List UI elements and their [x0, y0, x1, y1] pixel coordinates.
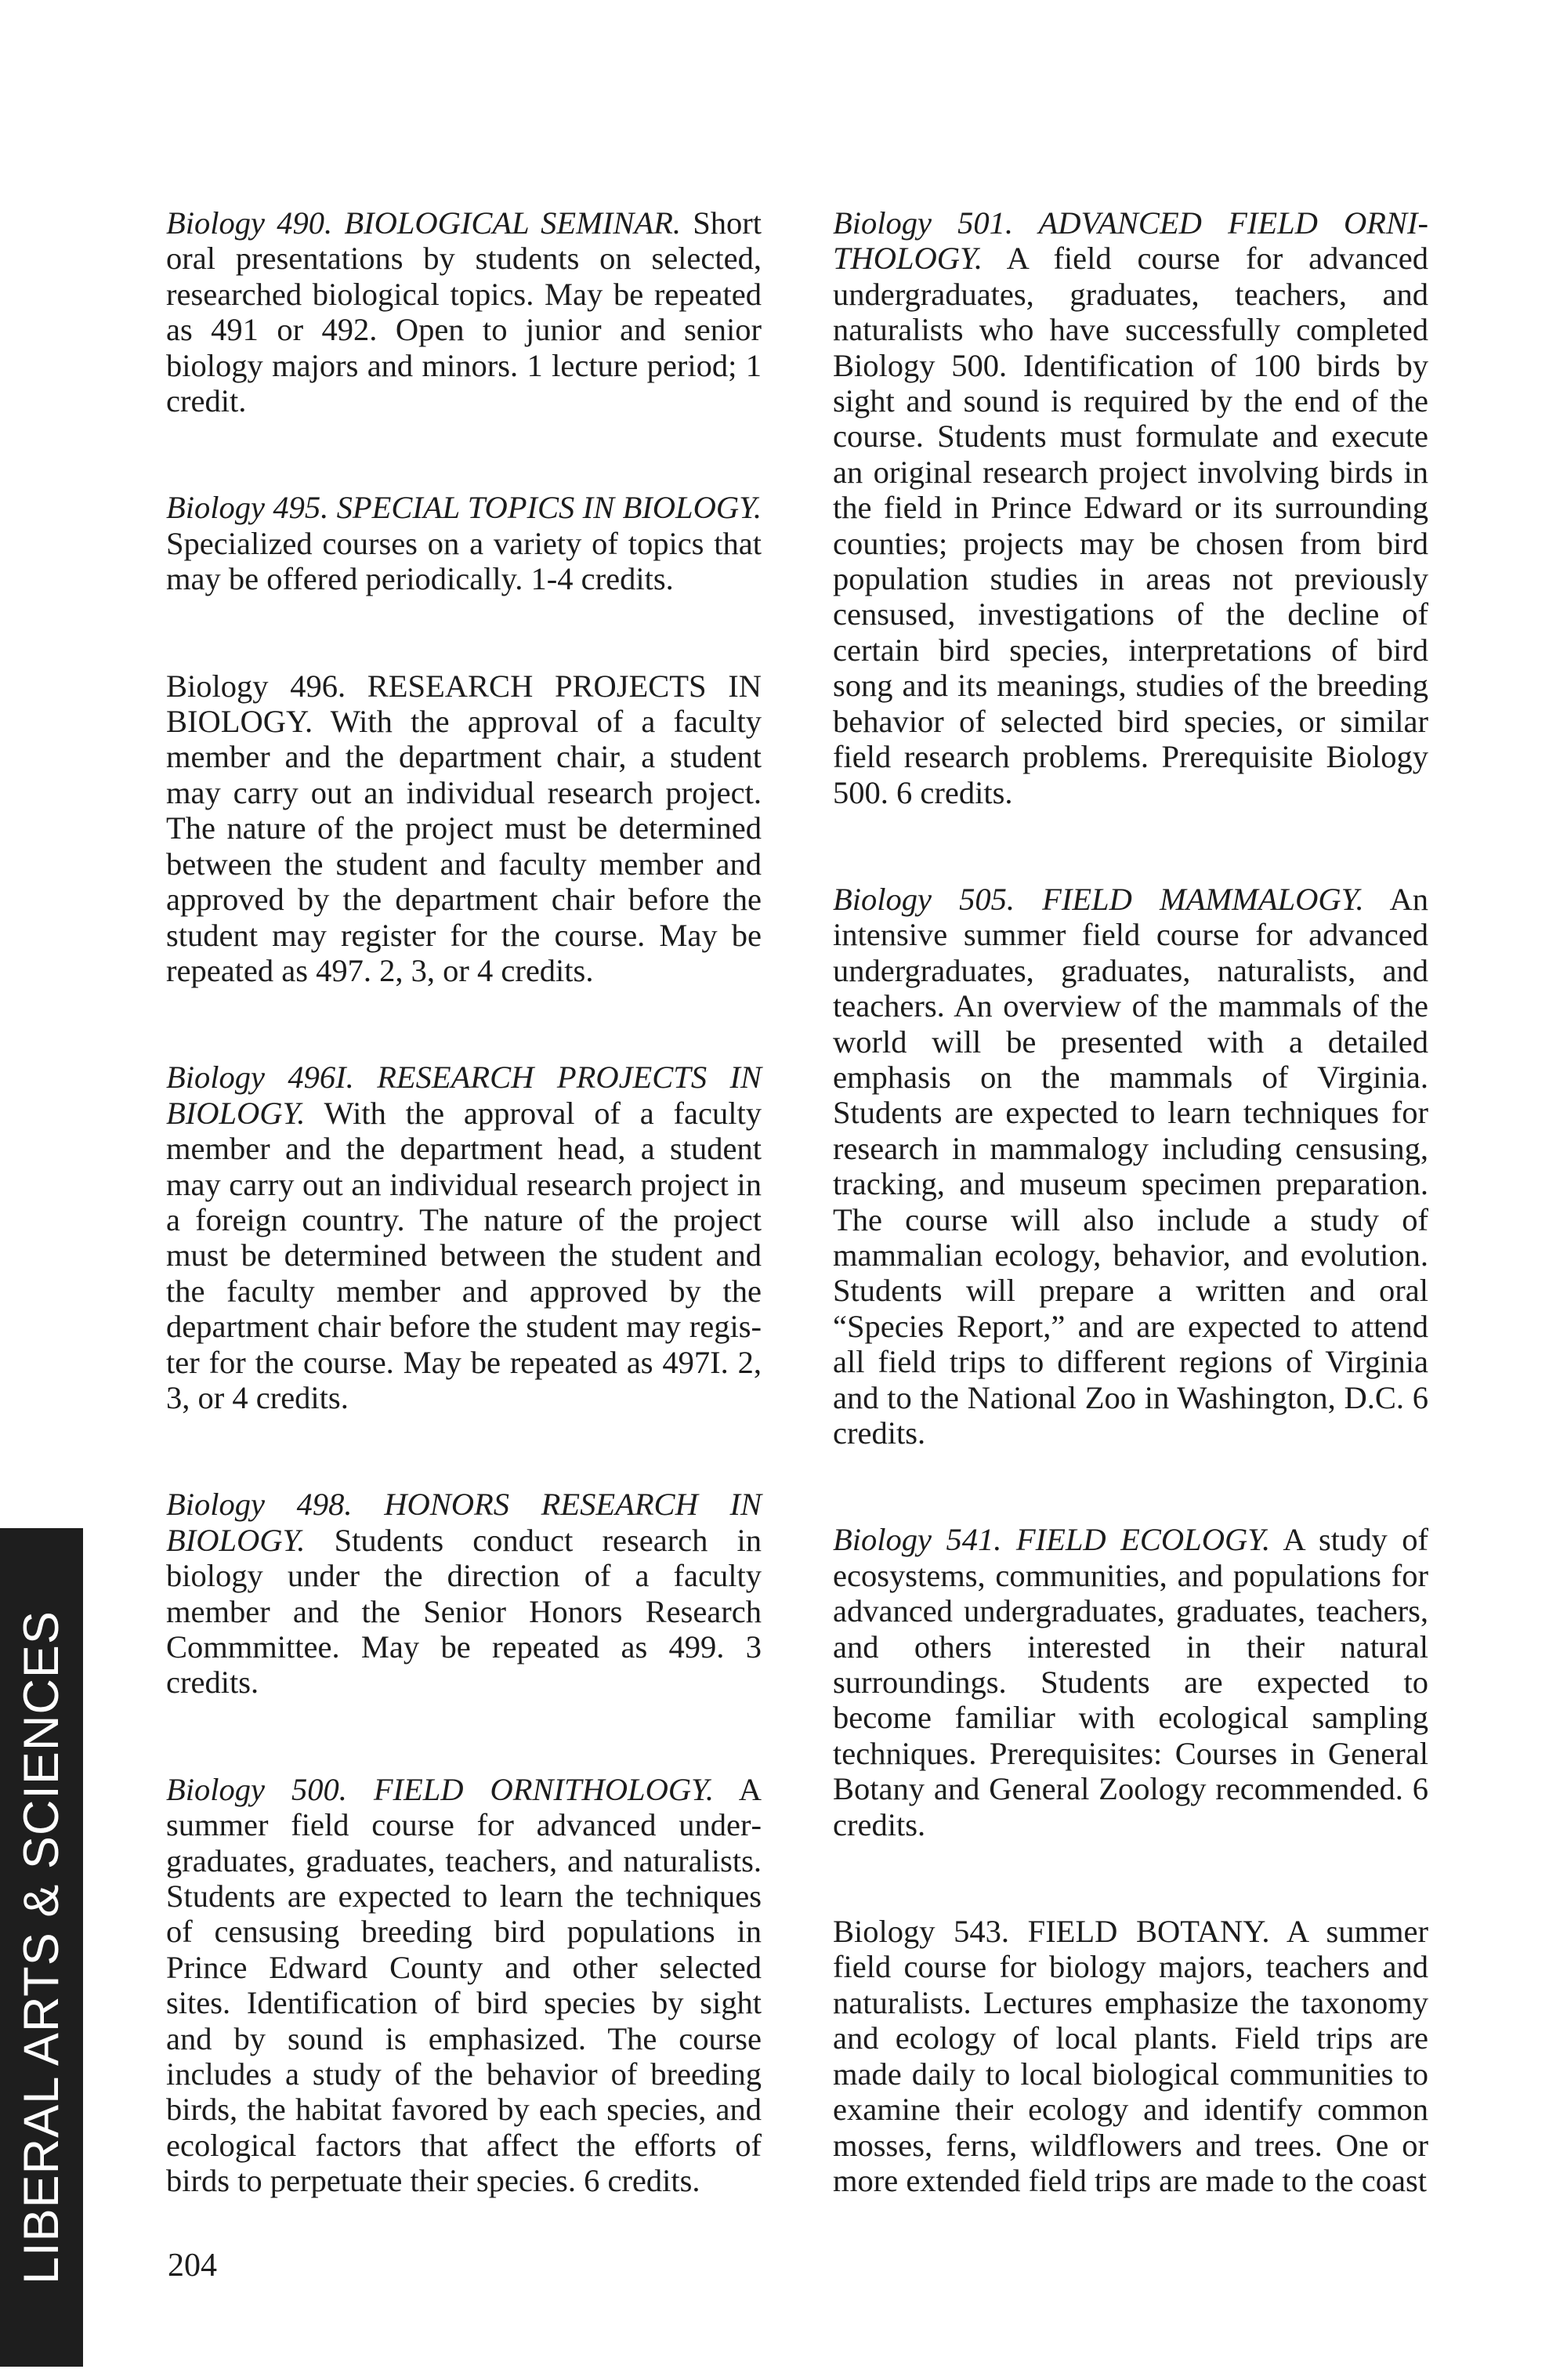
course-description: An intensive summer field course for advanced undergraduates, graduates, naturalists, and teachers. An overview of the mammals of the world will be presented with a detailed emphasis on the mammals of Virginia. Students are expected to learn techniques for research in mammalogy including censusing, tracking, and museum specimen preparation. The course will also include a study of mammalian ecology, behavior, and evolution. Students will prepare a written and oral “Species Report,” and are expected to attend all field trips to different regions of Virginia and to the National Zoo in Washington, D.C. 6 credits.: [833, 881, 1428, 1451]
course-heading: Biology 498. HONORS RESEARCH IN BIOLOGY.: [166, 1487, 762, 1558]
course-description: A summer field course for advanced undergraduates, graduates, teachers, and naturalists. Students are expected to learn the techniques of censusing breeding bird populations in Prince Edward County and other selected sites. Identification of bird species by sight and by sound is emphasized. The course includes a study of the behavior of breeding birds, the habitat favored by each species, and ecological factors that affect the efforts of birds to perpetuate their species. 6 credits.: [166, 1771, 762, 2199]
course-entry: [833, 205, 1428, 810]
course-heading: Biology 496. RESEARCH PROJECTS IN BIOLOGY.: [166, 668, 762, 740]
course-heading: Biology 541. FIELD ECOLOGY.: [833, 1522, 1271, 1558]
course-entry: [833, 1914, 1428, 2198]
course-description: Students conduct research in biology under the direction of a faculty member and the Senior Honors Research Commmittee. May be repeated as 499. 3 credits.: [166, 1522, 762, 1701]
course-description: A summer field course for biology majors, teachers and naturalists. Lectures emphasize the taxonomy and ecology of local plants. Field trips are made daily to local biological communities to examine their ecology and identify common mosses, ferns, wildflowers and trees. One or more extended field trips are made to the coast: [833, 1914, 1428, 2198]
left-column: [166, 205, 762, 2270]
course-entry: [166, 205, 762, 418]
page-number: 204: [168, 2248, 217, 2284]
course-description: A field course for advanced undergraduates, graduates, teachers, and naturalists who have successfully completed Biology 500. Identification of 100 birds by sight and sound is required by the end of the course. Students must formulate and execute an original research project involving birds in the field in Prince Edward or its surrounding counties; projects may be chosen from bird population studies in areas not previously censused, investigations of the decline of certain bird species, interpretations of bird song and its meanings, studies of the breeding behavior of selected bird species, or similar field research problems. Prerequisite Biology 500. 6 credits.: [833, 241, 1429, 810]
course-heading: Biology 490. BIOLOGICAL SEMINAR.: [166, 205, 681, 241]
course-heading: Biology 543. FIELD BOTANY.: [833, 1914, 1270, 1950]
section-side-tab-label: LIBERAL ARTS & SCIENCES: [14, 1610, 69, 2284]
course-heading: Biology 496I. RESEARCH PROJECTS IN BIOLOGY.: [166, 1060, 762, 1131]
right-column: [833, 205, 1428, 2270]
course-heading: Biology 500. FIELD ORNITHOLOGY.: [166, 1771, 714, 1807]
course-heading: Biology 495. SPECIAL TOPICS IN BIOLOGY.: [166, 490, 762, 526]
course-entry: [166, 490, 762, 596]
course-entry: [166, 1487, 762, 1700]
course-entry: [166, 1060, 762, 1415]
course-description: With the approval of a faculty member and the department chair, a student may carry out an individual research project. The nature of the project must be determined between the student and faculty member and approved by the department chair before the student may register for the course. May be repeated as 497. 2, 3, or 4 credits.: [166, 704, 762, 988]
course-entry: [166, 1772, 762, 2199]
course-description: With the approval of a faculty member and the department head, a student may carry out an individual research project in a foreign country. The nature of the project must be determined between the student and the faculty member and approved by the department chair before the student may register for the course. May be repeated as 497I. 2, 3, or 4 credits.: [166, 1095, 762, 1415]
course-entry: [166, 668, 762, 989]
course-description: A study of ecosystems, communities, and populations for advanced undergraduates, graduates, teachers, and others interested in their natural surroundings. Students are expected to become familiar with ecological sampling techniques. Prerequisites: Courses in General Botany and General Zoology recommended. 6 credits.: [833, 1522, 1428, 1842]
course-heading: Biology 501. ADVANCED FIELD ORNITHOLOGY.: [833, 205, 1428, 277]
course-entry: [833, 882, 1428, 1451]
section-side-tab: [0, 1528, 83, 2367]
course-entry: [833, 1522, 1428, 1842]
course-description: Specialized courses on a variety of topics that may be offered periodically. 1-4 credits.: [166, 525, 762, 597]
course-description: Short oral presentations by students on selected, researched biological topics. May be repeated as 491 or 492. Open to junior and senior biology majors and minors. 1 lecture period; 1 credit.: [166, 205, 762, 419]
course-heading: Biology 505. FIELD MAMMALOGY.: [833, 881, 1364, 917]
